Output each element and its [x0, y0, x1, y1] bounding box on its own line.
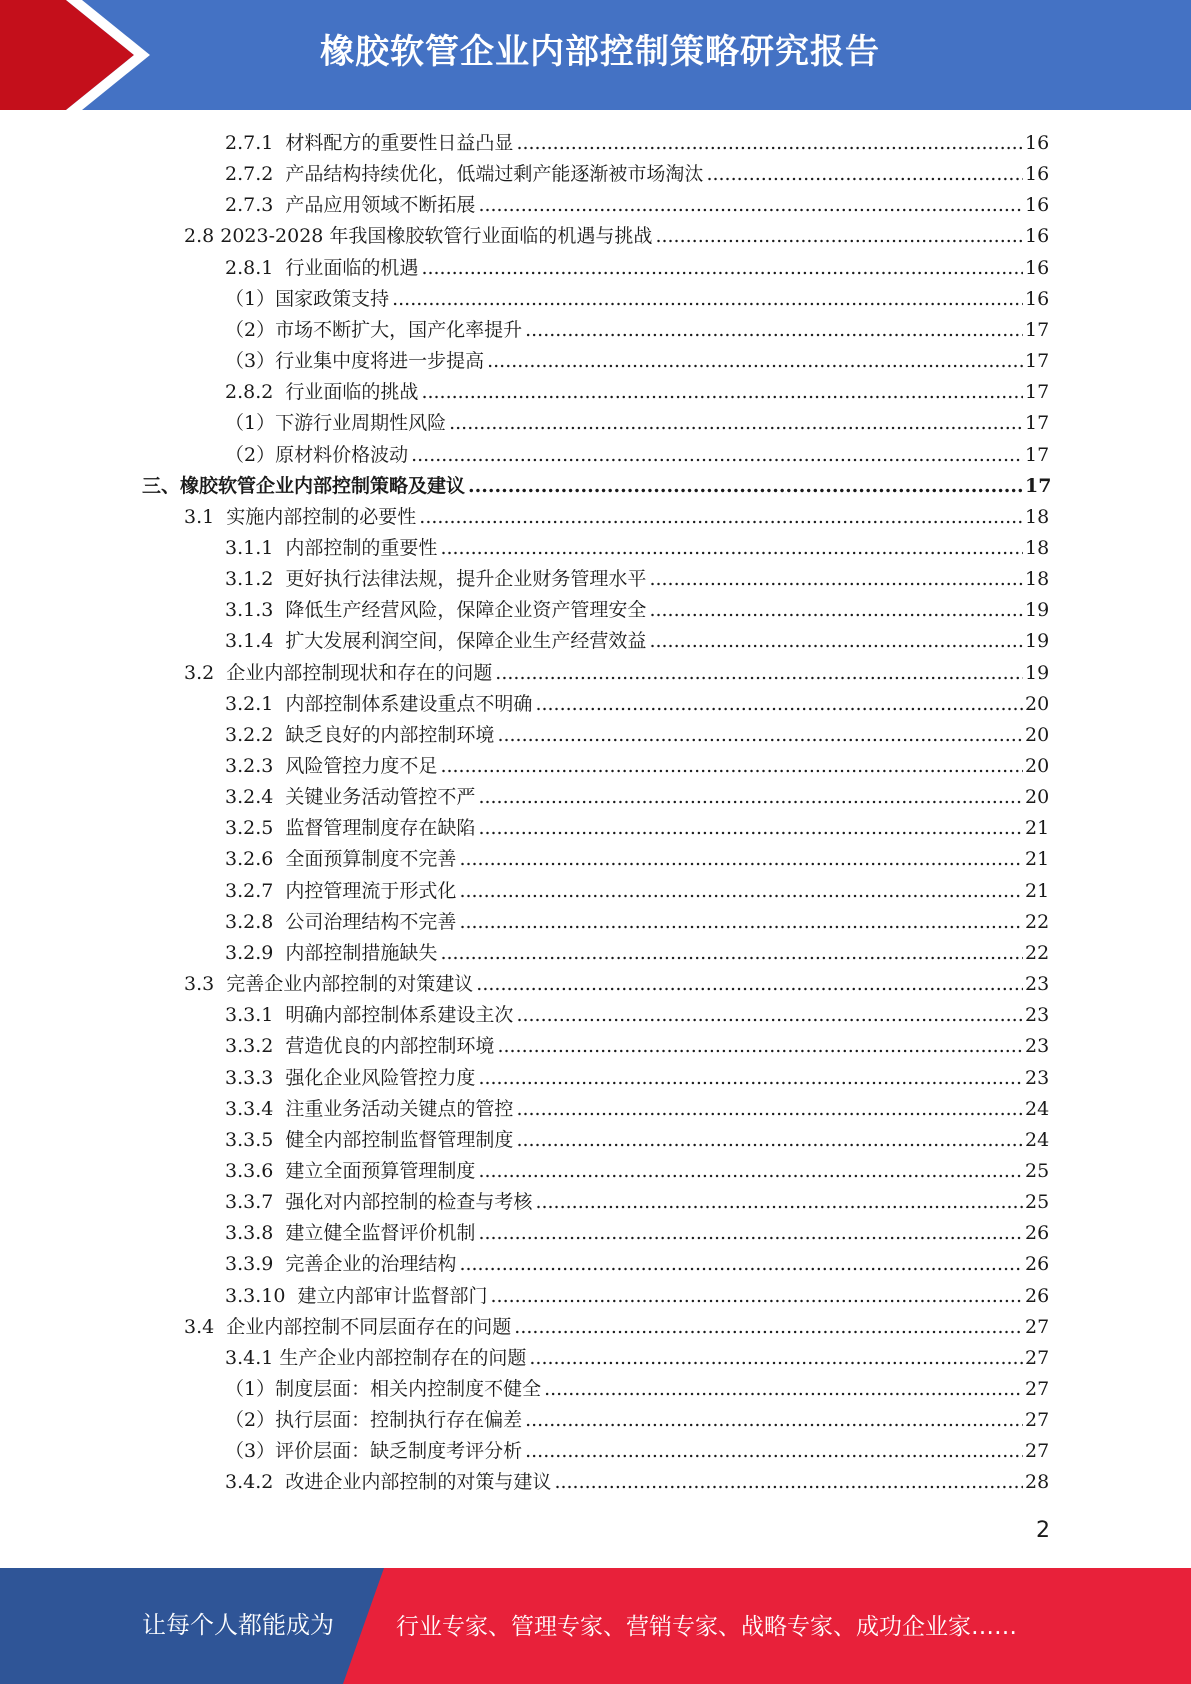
toc-leader-dots [554, 1467, 1023, 1498]
toc-entry-page: 18 [1025, 568, 1050, 590]
toc-leader-dots [529, 1343, 1023, 1374]
toc-entry[interactable] [225, 128, 1050, 159]
toc-leader-dots [421, 377, 1023, 408]
toc-entry-page: 16 [1025, 225, 1050, 247]
toc-entry-page: 17 [1025, 381, 1050, 403]
toc-entry-label: 3.3.5 健全内部控制监督管理制度 [225, 1129, 514, 1151]
toc-entry[interactable] [184, 1312, 1050, 1343]
toc-entry-label: 3.3.7 强化对内部控制的检查与考核 [225, 1191, 533, 1213]
toc-entry-page: 16 [1025, 288, 1050, 310]
toc-leader-dots [649, 564, 1023, 595]
toc-entry[interactable] [225, 938, 1050, 969]
toc-leader-dots [478, 813, 1023, 844]
toc-entry[interactable] [225, 1343, 1050, 1374]
toc-entry[interactable] [225, 377, 1050, 408]
toc-entry-page: 17 [1025, 412, 1050, 434]
toc-entry[interactable] [225, 159, 1050, 190]
toc-leader-dots [440, 751, 1023, 782]
toc-entry[interactable] [225, 1249, 1050, 1280]
toc-entry[interactable] [225, 689, 1050, 720]
toc-entry[interactable] [184, 502, 1050, 533]
toc-leader-dots [516, 128, 1023, 159]
toc-entry-page: 21 [1025, 848, 1050, 870]
toc-entry[interactable] [225, 1374, 1050, 1405]
toc-entry-page: 16 [1025, 132, 1050, 154]
toc-entry-page: 25 [1025, 1191, 1050, 1213]
toc-entry-label: 3.4.1 生产企业内部控制存在的问题 [225, 1347, 527, 1369]
report-title: 橡胶软管企业内部控制策略研究报告 [320, 32, 880, 72]
toc-entry-label: （3）行业集中度将进一步提高 [225, 350, 485, 372]
toc-leader-dots [459, 844, 1023, 875]
toc-leader-dots [459, 907, 1023, 938]
toc-entry-label: 3.3.9 完善企业的治理结构 [225, 1253, 457, 1275]
toc-entry-page: 28 [1025, 1471, 1050, 1493]
toc-entry-page: 17 [1025, 444, 1050, 466]
toc-entry-label: 2.8.2 行业面临的挑战 [225, 381, 419, 403]
toc-leader-dots [459, 876, 1023, 907]
toc-entry[interactable] [225, 190, 1050, 221]
toc-entry-label: 3.2.5 监督管理制度存在缺陷 [225, 817, 476, 839]
toc-entry-label: 2.8.1 行业面临的机遇 [225, 257, 419, 279]
toc-entry-label: 3.1.3 降低生产经营风险，保障企业资产管理安全 [225, 599, 647, 621]
toc-leader-dots [649, 626, 1023, 657]
toc-entry[interactable] [225, 253, 1050, 284]
toc-entry-label: 3.2.9 内部控制措施缺失 [225, 942, 438, 964]
toc-leader-dots [516, 1000, 1023, 1031]
toc-entry[interactable] [225, 1467, 1050, 1498]
toc-leader-dots [459, 1249, 1023, 1280]
toc-leader-dots [491, 1281, 1023, 1312]
toc-entry-label: 3.1.2 更好执行法律法规，提升企业财务管理水平 [225, 568, 647, 590]
toc-entry[interactable] [225, 1031, 1050, 1062]
toc-entry[interactable] [225, 533, 1050, 564]
toc-entry[interactable] [225, 315, 1050, 346]
toc-leader-dots [440, 938, 1023, 969]
toc-leader-dots [516, 1125, 1023, 1156]
toc-entry-label: 三、橡胶软管企业内部控制策略及建议 [142, 475, 466, 497]
toc-leader-dots [478, 1156, 1023, 1187]
toc-entry[interactable] [225, 408, 1050, 439]
toc-entry-page: 17 [1025, 475, 1052, 497]
toc-entry[interactable] [184, 658, 1050, 689]
toc-entry-label: 3.2.2 缺乏良好的内部控制环境 [225, 724, 495, 746]
toc-entry-label: 3.1.1 内部控制的重要性 [225, 537, 438, 559]
toc-entry-page: 23 [1025, 1004, 1050, 1026]
toc-entry-label: 3.2 企业内部控制现状和存在的问题 [184, 662, 493, 684]
toc-entry[interactable] [225, 346, 1050, 377]
toc-entry[interactable] [225, 844, 1050, 875]
toc-entry-page: 16 [1025, 163, 1050, 185]
toc-entry-label: 3.2.1 内部控制体系建设重点不明确 [225, 693, 533, 715]
toc-leader-dots [516, 1094, 1023, 1125]
page-header [0, 0, 1191, 110]
toc-leader-dots [495, 658, 1023, 689]
toc-entry-label: （2）原材料价格波动 [225, 444, 409, 466]
toc-entry-label: 3.3 完善企业内部控制的对策建议 [184, 973, 474, 995]
toc-entry-page: 16 [1025, 257, 1050, 279]
toc-entry-label: （3）评价层面：缺乏制度考评分析 [225, 1440, 523, 1462]
toc-entry-label: （1）制度层面：相关内控制度不健全 [225, 1378, 542, 1400]
toc-leader-dots [419, 502, 1023, 533]
page-footer [0, 1568, 1191, 1684]
toc-leader-dots [478, 1218, 1023, 1249]
toc-entry-page: 22 [1025, 911, 1050, 933]
toc-entry[interactable] [225, 564, 1050, 595]
toc-entry-page: 18 [1025, 506, 1050, 528]
toc-entry[interactable] [225, 720, 1050, 751]
toc-entry-page: 20 [1025, 755, 1050, 777]
toc-entry[interactable] [225, 1063, 1050, 1094]
toc-leader-dots [514, 1312, 1023, 1343]
toc-entry[interactable] [225, 782, 1050, 813]
toc-entry[interactable] [225, 440, 1050, 471]
toc-entry-label: 3.3.10 建立内部审计监督部门 [225, 1285, 488, 1307]
toc-entry-label: 3.1 实施内部控制的必要性 [184, 506, 417, 528]
toc-entry[interactable] [184, 221, 1050, 252]
toc-entry-page: 16 [1025, 194, 1050, 216]
toc-entry[interactable] [225, 1187, 1050, 1218]
toc-entry-label: 3.2.6 全面预算制度不完善 [225, 848, 457, 870]
toc-entry[interactable] [225, 907, 1050, 938]
toc-entry-label: 3.4.2 改进企业内部控制的对策与建议 [225, 1471, 552, 1493]
toc-entry-page: 27 [1025, 1440, 1050, 1462]
toc-leader-dots [421, 253, 1023, 284]
toc-entry-page: 17 [1025, 319, 1050, 341]
toc-entry-page: 22 [1025, 942, 1050, 964]
toc-entry-label: 2.8 2023-2028 年我国橡胶软管行业面临的机遇与挑战 [184, 225, 653, 247]
toc-entry-label: 3.3.1 明确内部控制体系建设主次 [225, 1004, 514, 1026]
toc-leader-dots [411, 440, 1023, 471]
toc-entry-label: （2）市场不断扩大，国产化率提升 [225, 319, 523, 341]
toc-entry-label: 3.2.4 关键业务活动管控不严 [225, 786, 476, 808]
toc-entry[interactable] [225, 751, 1050, 782]
footer-tagline: 行业专家、管理专家、营销专家、战略专家、成功企业家…… [396, 1614, 1017, 1640]
toc-entry-page: 19 [1025, 630, 1050, 652]
toc-leader-dots [440, 533, 1023, 564]
toc-entry-label: 3.3.3 强化企业风险管控力度 [225, 1067, 476, 1089]
toc-entry-label: （1）国家政策支持 [225, 288, 390, 310]
toc-entry-page: 26 [1025, 1285, 1050, 1307]
toc-entry-page: 24 [1025, 1098, 1050, 1120]
toc-entry-label: 3.2.7 内控管理流于形式化 [225, 880, 457, 902]
toc-leader-dots [525, 1405, 1023, 1436]
toc-entry-page: 27 [1025, 1409, 1050, 1431]
toc-entry[interactable] [225, 1156, 1050, 1187]
toc-entry-page: 23 [1025, 1067, 1050, 1089]
toc-entry-label: 2.7.1 材料配方的重要性日益凸显 [225, 132, 514, 154]
toc-entry[interactable] [225, 284, 1050, 315]
toc-entry-label: 3.2.8 公司治理结构不完善 [225, 911, 457, 933]
toc-entry-label: 3.3.4 注重业务活动关键点的管控 [225, 1098, 514, 1120]
toc-entry[interactable] [142, 471, 1052, 502]
toc-entry-page: 20 [1025, 693, 1050, 715]
toc-leader-dots [655, 221, 1023, 252]
toc-leader-dots [649, 595, 1023, 626]
toc-leader-dots [544, 1374, 1023, 1405]
toc-entry-page: 17 [1025, 350, 1050, 372]
toc-entry[interactable] [225, 595, 1050, 626]
toc-entry[interactable] [225, 1436, 1050, 1467]
toc-leader-dots [497, 720, 1023, 751]
toc-entry-page: 20 [1025, 786, 1050, 808]
toc-leader-dots [478, 1063, 1023, 1094]
toc-leader-dots [468, 471, 1023, 502]
toc-entry-label: （2）执行层面：控制执行存在偏差 [225, 1409, 523, 1431]
toc-entry-page: 21 [1025, 817, 1050, 839]
toc-entry-page: 27 [1025, 1316, 1050, 1338]
toc-leader-dots [535, 1187, 1023, 1218]
toc-leader-dots [392, 284, 1023, 315]
toc-entry-page: 18 [1025, 537, 1050, 559]
toc-entry[interactable] [225, 626, 1050, 657]
toc-entry-page: 27 [1025, 1347, 1050, 1369]
toc-leader-dots [478, 190, 1023, 221]
toc-entry[interactable] [225, 1218, 1050, 1249]
toc-leader-dots [535, 689, 1023, 720]
toc-entry-page: 20 [1025, 724, 1050, 746]
toc-entry-page: 27 [1025, 1378, 1050, 1400]
toc-leader-dots [449, 408, 1023, 439]
toc-leader-dots [487, 346, 1023, 377]
toc-entry[interactable] [225, 813, 1050, 844]
toc-entry-label: 3.4 企业内部控制不同层面存在的问题 [184, 1316, 512, 1338]
toc-entry-page: 19 [1025, 599, 1050, 621]
toc-entry-label: （1）下游行业周期性风险 [225, 412, 447, 434]
toc-entry-page: 26 [1025, 1222, 1050, 1244]
toc-entry[interactable] [225, 1405, 1050, 1436]
toc-entry-page: 19 [1025, 662, 1050, 684]
toc-entry-label: 3.3.6 建立全面预算管理制度 [225, 1160, 476, 1182]
toc-leader-dots [497, 1031, 1023, 1062]
toc-leader-dots [525, 1436, 1023, 1467]
footer-slogan: 让每个人都能成为 [142, 1611, 334, 1639]
page-number: 2 [1036, 1518, 1050, 1543]
toc-entry[interactable] [225, 1000, 1050, 1031]
toc-entry-page: 23 [1025, 1035, 1050, 1057]
toc-entry[interactable] [225, 1125, 1050, 1156]
toc-entry[interactable] [225, 876, 1050, 907]
toc-entry-page: 25 [1025, 1160, 1050, 1182]
toc-entry-label: 2.7.3 产品应用领域不断拓展 [225, 194, 476, 216]
toc-entry[interactable] [225, 1094, 1050, 1125]
toc-entry-label: 2.7.2 产品结构持续优化，低端过剩产能逐渐被市场淘汰 [225, 163, 704, 185]
toc-leader-dots [476, 969, 1023, 1000]
toc-entry[interactable] [184, 969, 1050, 1000]
toc-entry-label: 3.2.3 风险管控力度不足 [225, 755, 438, 777]
toc-entry-page: 24 [1025, 1129, 1050, 1151]
toc-entry[interactable] [225, 1281, 1050, 1312]
toc-leader-dots [706, 159, 1023, 190]
toc-entry-page: 21 [1025, 880, 1050, 902]
toc-entry-page: 26 [1025, 1253, 1050, 1275]
toc-entry-page: 23 [1025, 973, 1050, 995]
toc-entry-label: 3.3.8 建立健全监督评价机制 [225, 1222, 476, 1244]
toc-entry-label: 3.3.2 营造优良的内部控制环境 [225, 1035, 495, 1057]
toc-entry-label: 3.1.4 扩大发展利润空间，保障企业生产经营效益 [225, 630, 647, 652]
toc-leader-dots [478, 782, 1023, 813]
toc-leader-dots [525, 315, 1023, 346]
